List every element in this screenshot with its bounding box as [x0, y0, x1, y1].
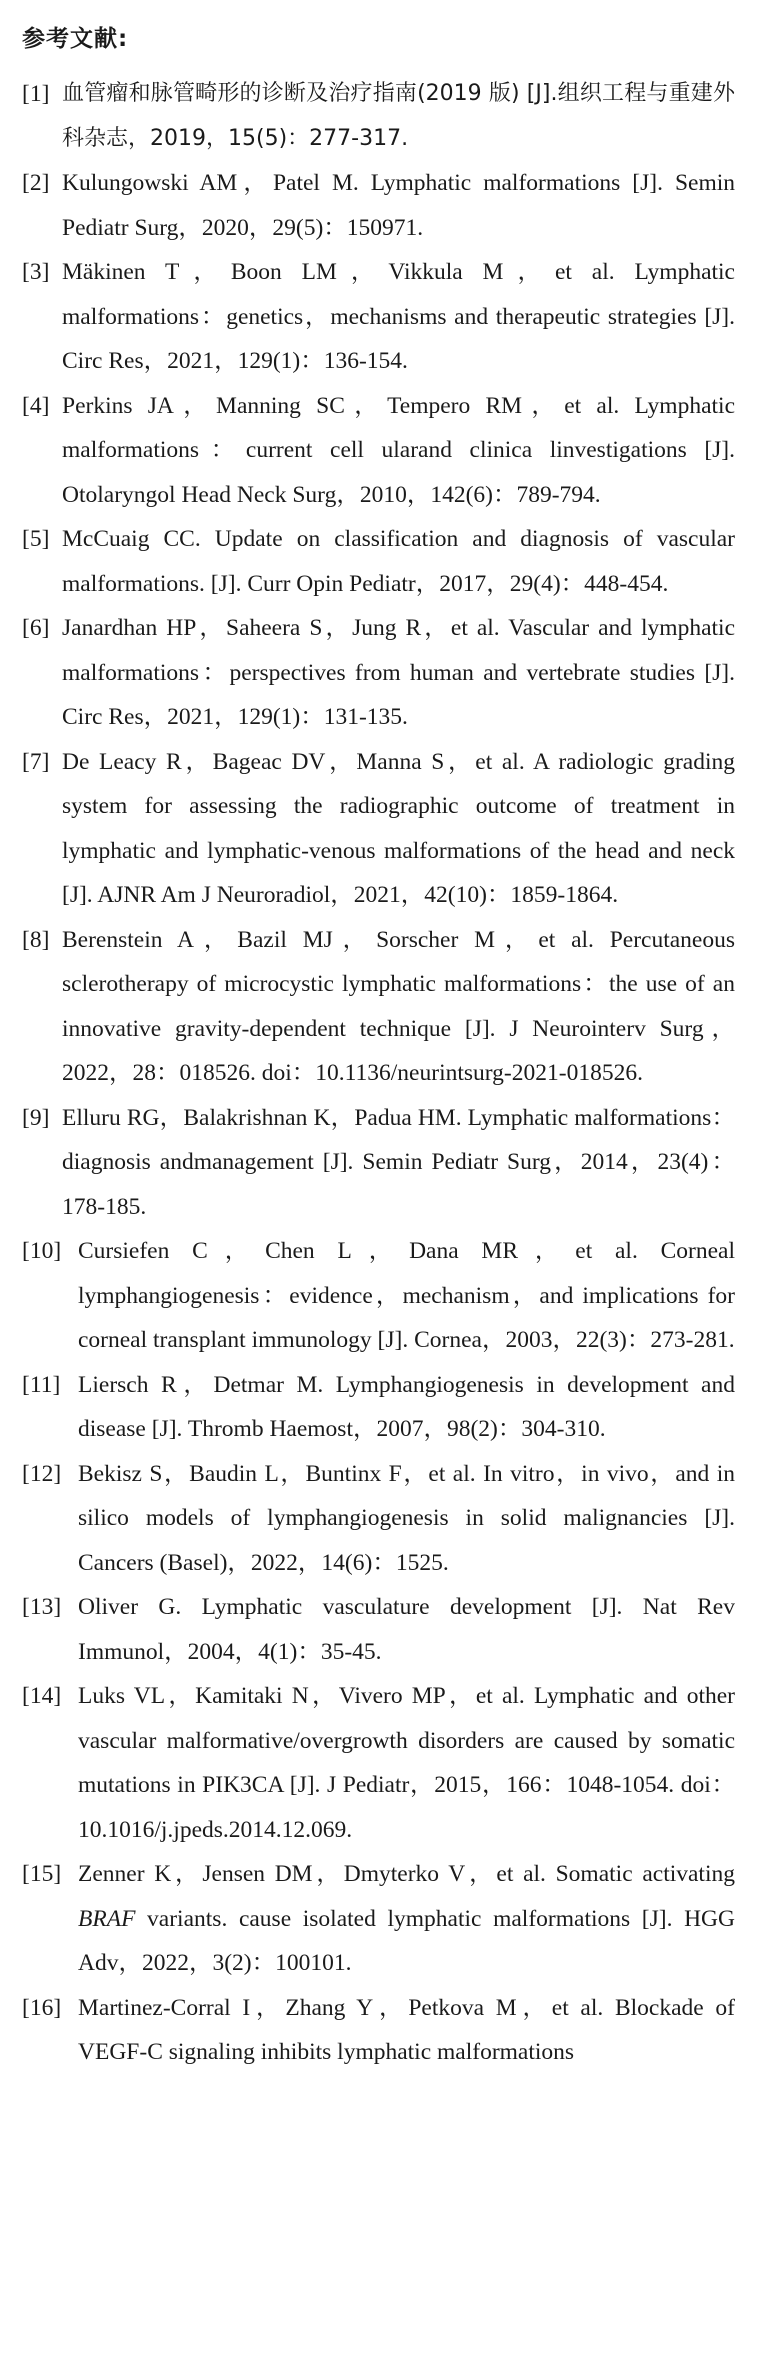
reference-text: Oliver G. Lymphatic vasculature development [J]. Nat Rev Immunol，2004，4(1)：35-45. — [78, 1594, 735, 1665]
reference-item — [22, 384, 735, 518]
reference-number: [1] — [22, 81, 50, 107]
reference-number: [5] — [22, 526, 50, 552]
reference-number: [11] — [22, 1371, 61, 1398]
reference-text: Kulungowski AM，Patel M. Lymphatic malformations [J]. Semin Pediatr Surg，2020，29(5)：150971. — [62, 170, 735, 241]
reference-text: Bekisz S，Baudin L，Buntinx F，et al. In vitro，in vivo，and in silico models of lymphangiogenesis in solid malignancies [J]. Cancers (Basel)，2022，14(6)：1525. — [78, 1460, 735, 1576]
reference-text: McCuaig CC. Update on classification and diagnosis of vascular malformations. [J]. Curr Opin Pediatr，2017，29(4)：448-454. — [62, 526, 735, 597]
gene-name-italic: BRAF — [78, 1905, 136, 1932]
reference-number: [14] — [22, 1683, 62, 1709]
reference-text: Luks VL，Kamitaki N，Vivero MP，et al. Lymphatic and other vascular malformative/overgrowth disorders are caused by somatic mutations in PIK3CA [J]. J Pediatr，2015，166：1048-1054. doi：10.1016/j.jpeds.2014.12.069. — [78, 1683, 735, 1843]
reference-number: [15] — [22, 1861, 62, 1887]
reference-item — [22, 161, 735, 250]
reference-item — [22, 918, 735, 1096]
reference-item — [22, 72, 735, 161]
reference-item — [22, 250, 735, 384]
reference-item — [22, 606, 735, 740]
reference-number: [10] — [22, 1238, 62, 1264]
reference-item — [22, 1585, 735, 1674]
reference-number: [3] — [22, 259, 50, 285]
reference-item — [22, 1096, 735, 1230]
reference-number: [2] — [22, 170, 50, 196]
reference-list — [22, 72, 735, 2075]
reference-item — [22, 517, 735, 606]
reference-number: [8] — [22, 926, 50, 953]
reference-text: Martinez-Corral I，Zhang Y，Petkova M，et al. Blockade of VEGF-C signaling inhibits lymphatic malformations — [78, 1994, 735, 2065]
reference-text: Liersch R，Detmar M. Lymphangiogenesis in development and disease [J]. Thromb Haemost，2007，98(2)：304-310. — [78, 1371, 735, 1442]
reference-item — [22, 1674, 735, 1852]
reference-text: Perkins JA，Manning SC，Tempero RM，et al. Lymphatic malformations：current cell ularand clinica linvestigations [J]. Otolaryngol Head Neck Surg，2010，142(6)：789-794. — [62, 392, 735, 508]
reference-text: Janardhan HP，Saheera S，Jung R，et al. Vascular and lymphatic malformations：perspectives from human and vertebrate studies [J]. Circ Res，2021，129(1)：131-135. — [62, 615, 735, 730]
reference-number: [12] — [22, 1460, 62, 1487]
reference-item — [22, 1986, 735, 2075]
reference-item — [22, 1363, 735, 1452]
reference-number: [4] — [22, 392, 50, 419]
reference-number: [13] — [22, 1594, 62, 1620]
reference-text: Berenstein A，Bazil MJ，Sorscher M，et al. Percutaneous sclerotherapy of microcystic lymphatic malformations：the use of an innovative gravity-dependent technique [J]. J Neurointerv Surg，2022，28：018526. doi：10.1136/neurintsurg-2021-018526. — [62, 926, 735, 1086]
reference-item — [22, 740, 735, 918]
reference-text: De Leacy R，Bageac DV，Manna S，et al. A radiologic grading system for assessing the radiographic outcome of treatment in lymphatic and lymphatic-venous malformations of the head and neck [J]. AJNR Am J Neuroradiol，2021，42(10)：1859-1864. — [62, 748, 735, 908]
reference-number: [16] — [22, 1994, 62, 2021]
reference-text: Cursiefen C，Chen L，Dana MR，et al. Corneal lymphangiogenesis：evidence，mechanism，and implications for corneal transplant immunology [J]. Cornea，2003，22(3)：273-281. — [78, 1238, 735, 1353]
reference-text: 血管瘤和脉管畸形的诊断及治疗指南(2019 版) [J].组织工程与重建外科杂志，2019，15(5)：277-317. — [62, 81, 735, 151]
reference-number: [9] — [22, 1104, 50, 1131]
references-heading: 参考文献: — [22, 26, 129, 52]
reference-item — [22, 1229, 735, 1363]
reference-text: Elluru RG，Balakrishnan K，Padua HM. Lymphatic malformations：diagnosis andmanagement [J]. Semin Pediatr Surg，2014，23(4)：178-185. — [62, 1104, 735, 1220]
reference-text-part: Zenner K，Jensen DM，Dmyterko V，et al. Somatic activating — [78, 1861, 735, 1887]
reference-number: [7] — [22, 748, 50, 775]
reference-text-part: variants. cause isolated lymphatic malformations [J]. HGG Adv，2022，3(2)：100101. — [78, 1905, 735, 1976]
reference-item — [22, 1452, 735, 1586]
reference-item — [22, 1852, 735, 1986]
reference-text: Mäkinen T，Boon LM，Vikkula M，et al. Lymphatic malformations：genetics，mechanisms and therapeutic strategies [J]. Circ Res，2021，129(1)：136-154. — [62, 259, 735, 374]
reference-number: [6] — [22, 615, 50, 641]
reference-text — [78, 1852, 735, 1986]
